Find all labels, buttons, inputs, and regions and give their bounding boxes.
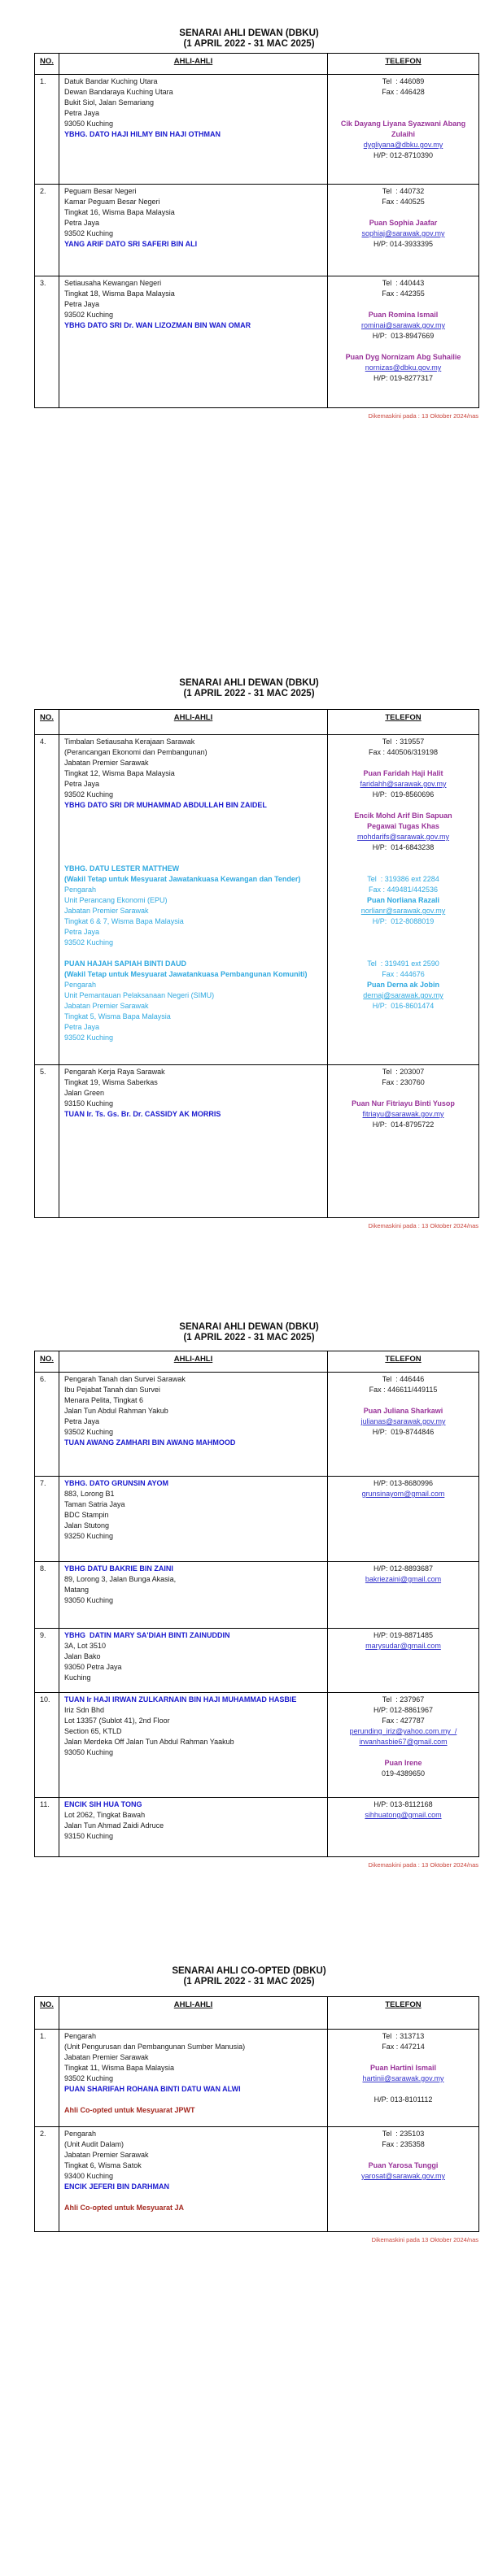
- member-line: Pengarah Kerja Raya Sarawak: [64, 1068, 165, 1076]
- spacer: [64, 853, 324, 864]
- email-address: marysudar@gmail.com: [365, 1642, 441, 1650]
- member-line: Tingkat 11, Wisma Bapa Malaysia: [64, 2064, 175, 2072]
- phone-line: Fax : 440506/319198: [368, 748, 439, 756]
- member-name: YANG ARIF DATO SRI SAFERI BIN ALI: [64, 240, 198, 248]
- member-name: YBHG DATU BAKRIE BIN ZAINI: [64, 1564, 173, 1573]
- spacer: [64, 811, 324, 821]
- member-line: Dewan Bandaraya Kuching Utara: [64, 88, 173, 96]
- members-table: [34, 1996, 479, 2232]
- row-number: 2.: [40, 187, 46, 195]
- member-line: Tingkat 19, Wisma Saberkas: [64, 1078, 158, 1086]
- page-title-line-2: (1 APRIL 2022 - 31 MAC 2025): [183, 1977, 315, 1986]
- member-name: ENCIK SIH HUA TONG: [64, 1800, 142, 1808]
- phone-cell: [328, 1562, 479, 1629]
- member-line: (Unit Audit Dalam): [64, 2140, 124, 2148]
- member-line: Jalan Merdeka Off Jalan Tun Abdul Rahman Yaakub: [64, 1738, 234, 1746]
- spacer: [64, 2095, 324, 2105]
- phone-line: H/P: 013-8680996: [373, 1479, 434, 1487]
- email-address: fitriayu@sarawak.gov.my: [362, 1110, 444, 1118]
- phone-line: H/P: 012-8893687: [373, 1564, 434, 1573]
- member-row: [35, 1798, 479, 1857]
- phone-cell: [328, 1693, 479, 1798]
- member-line: Section 65, KTLD: [64, 1727, 122, 1735]
- member-line-highlight: Petra Jaya: [64, 1023, 100, 1031]
- spacer: [330, 1747, 476, 1758]
- member-line: Lot 2062, Tingkat Bawah: [64, 1811, 146, 1819]
- member-line-highlight: Pengarah: [64, 981, 97, 989]
- contact-person-name: Puan Nur Fitriayu Binti Yusop: [352, 1099, 455, 1107]
- member-row: [35, 1373, 479, 1477]
- column-header-members: AHLI-AHLI: [59, 1351, 328, 1373]
- email-address: bakriezaini@gmail.com: [365, 1575, 442, 1583]
- phone-cell: [328, 1373, 479, 1477]
- member-cell: [59, 185, 328, 276]
- spacer: [330, 948, 476, 959]
- member-line-highlight: Tel : 319386 ext 2284: [367, 875, 439, 883]
- phone-cell: [328, 2127, 479, 2232]
- column-header-no: NO.: [35, 1351, 59, 1373]
- spacer: [64, 948, 324, 959]
- member-cell: [59, 276, 328, 408]
- row-number: 10.: [40, 1695, 50, 1704]
- spacer: [64, 842, 324, 853]
- member-line: Iriz Sdn Bhd: [64, 1706, 105, 1714]
- member-line-highlight: Petra Jaya: [64, 928, 100, 936]
- email-address-highlight: norlianr@sarawak.gov.my: [360, 907, 446, 915]
- spacer: [330, 98, 476, 108]
- member-line: Petra Jaya: [64, 1417, 100, 1425]
- contact-person-name: Puan Sophia Jaafar: [369, 219, 438, 227]
- member-line: 93502 Kuching: [64, 229, 114, 237]
- phone-line: Fax : 442355: [382, 289, 425, 298]
- member-name: YBHG. DATO HAJI HILMY BIN HAJI OTHMAN: [64, 130, 221, 138]
- phone-line: H/P: 013-8101112: [374, 2095, 433, 2104]
- page-title-line-1: SENARAI AHLI DEWAN (DBKU): [179, 1322, 319, 1332]
- column-header-no: NO.: [35, 54, 59, 75]
- member-name-highlight: Puan Derna ak Jobin: [366, 981, 440, 989]
- member-line: BDC Stampin: [64, 1511, 109, 1519]
- member-name: YBHG. DATO GRUNSIN AYOM: [64, 1479, 169, 1487]
- member-line: 93502 Kuching: [64, 1428, 114, 1436]
- member-line: Pengarah: [64, 2032, 97, 2040]
- member-line: Tingkat 16, Wisma Bapa Malaysia: [64, 208, 175, 216]
- contact-person-name: Puan Yarosa Tunggi: [368, 2161, 439, 2169]
- member-line: Matang: [64, 1586, 90, 1594]
- member-row: [35, 1477, 479, 1562]
- member-line: Tingkat 6, Wisma Satok: [64, 2161, 142, 2169]
- email-address: dygliyana@dbku.gov.my: [363, 141, 443, 149]
- member-line: (Unit Pengurusan dan Pembangunan Sumber Manusia): [64, 2043, 246, 2051]
- member-line: Datuk Bandar Kuching Utara: [64, 77, 158, 85]
- member-row: [35, 185, 479, 276]
- phone-cell: [328, 1477, 479, 1562]
- member-row: [35, 1562, 479, 1629]
- member-line: 3A, Lot 3510: [64, 1642, 107, 1650]
- phone-line: Tel : 237967: [382, 1695, 425, 1704]
- contact-person-name: Puan Faridah Haji Halit: [363, 769, 443, 777]
- member-line-highlight: Tingkat 5, Wisma Bapa Malaysia: [64, 1012, 171, 1020]
- phone-line: Fax : 235358: [382, 2140, 425, 2148]
- spacer: [64, 2192, 324, 2203]
- member-line: Bukit Siol, Jalan Semariang: [64, 98, 155, 107]
- row-number: 11.: [40, 1800, 50, 1808]
- phone-line: H/P: 014-6843238: [372, 843, 435, 851]
- member-cell: [59, 1798, 328, 1857]
- member-line: 93502 Kuching: [64, 790, 114, 798]
- member-cell: [59, 1562, 328, 1629]
- member-line: Tingkat 12, Wisma Bapa Malaysia: [64, 769, 175, 777]
- spacer: [330, 758, 476, 768]
- phone-line: Tel : 203007: [382, 1068, 425, 1076]
- phone-line: Fax : 447214: [382, 2043, 425, 2051]
- phone-line: Tel : 319557: [382, 738, 425, 746]
- spacer: [330, 2084, 476, 2095]
- spacer: [330, 927, 476, 938]
- coopted-note: Ahli Co-opted untuk Mesyuarat JA: [64, 2204, 185, 2212]
- phone-line: Fax : 440525: [382, 198, 425, 206]
- member-line: Timbalan Setiausaha Kerajaan Sarawak: [64, 738, 195, 746]
- row-number: 6.: [40, 1375, 46, 1383]
- phone-line: 019-4389650: [381, 1769, 426, 1778]
- member-line: Peguam Besar Negeri: [64, 187, 137, 195]
- member-name: YBHG DATO SRI DR MUHAMMAD ABDULLAH BIN ZAIDEL: [64, 801, 267, 809]
- contact-person-name: Puan Romina Ismail: [368, 311, 439, 319]
- phone-cell: [328, 276, 479, 408]
- updated-note: Dikemaskini pada : 13 Oktober 2024/nas: [368, 412, 478, 420]
- member-line-highlight: Jabatan Premier Sarawak: [64, 907, 149, 915]
- member-cell: [59, 1477, 328, 1562]
- phone-line: H/P: 019-8871485: [373, 1631, 434, 1639]
- email-address: hartinii@sarawak.gov.my: [362, 2074, 444, 2082]
- spacer: [330, 864, 476, 874]
- spacer: [330, 800, 476, 811]
- members-table: [34, 53, 479, 408]
- page-title-line-1: SENARAI AHLI CO-OPTED (DBKU): [172, 1966, 326, 1976]
- member-line-highlight: Fax : 444676: [382, 970, 425, 978]
- member-name: TUAN AWANG ZAMHARI BIN AWANG MAHMOOD: [64, 1438, 236, 1447]
- member-line: 93400 Kuching: [64, 2172, 114, 2180]
- member-line: 883, Lorong B1: [64, 1490, 115, 1498]
- phone-line: H/P: 013-8947669: [372, 332, 435, 340]
- email-address: sophiaj@sarawak.gov.my: [361, 229, 445, 237]
- member-name: ENCIK JEFERI BIN DARHMAN: [64, 2182, 170, 2191]
- contact-person-name: Puan Irene: [384, 1759, 422, 1767]
- member-line: Jalan Tun Ahmad Zaidi Adruce: [64, 1821, 164, 1830]
- member-row: [35, 1693, 479, 1798]
- dewan-page-1: [0, 0, 498, 644]
- contact-person-name: Puan Hartini Ismail: [369, 2064, 437, 2072]
- member-row: [35, 735, 479, 1065]
- contact-person-name: Puan Dyg Nornizam Abg Suhailie: [345, 353, 461, 361]
- email-address: sihhuatong@gmail.com: [365, 1811, 442, 1819]
- row-number: 1.: [40, 2032, 46, 2040]
- email-address: grunsinayom@gmail.com: [361, 1490, 445, 1498]
- email-address: perunding_iriz@yahoo.com.my /: [349, 1727, 457, 1735]
- member-line: Petra Jaya: [64, 780, 100, 788]
- spacer: [64, 832, 324, 842]
- contact-person-name: Encik Mohd Arif Bin Sapuan: [354, 812, 452, 820]
- member-line-highlight: 93502 Kuching: [64, 938, 114, 946]
- member-line: Jabatan Premier Sarawak: [64, 759, 149, 767]
- member-name: PUAN SHARIFAH ROHANA BINTI DATU WAN ALWI: [64, 2085, 241, 2093]
- row-number: 4.: [40, 738, 46, 746]
- email-address: rominai@sarawak.gov.my: [361, 321, 445, 329]
- member-name-highlight: (Wakil Tetap untuk Mesyuarat Jawatankuasa Kewangan dan Tender): [64, 875, 301, 883]
- spacer: [330, 108, 476, 119]
- contact-person-name: Puan Juliana Sharkawi: [363, 1407, 443, 1415]
- member-line: 93050 Kuching: [64, 120, 114, 128]
- member-name: TUAN Ir HAJI IRWAN ZULKARNAIN BIN HAJI MUHAMMAD HASBIE: [64, 1695, 297, 1704]
- phone-cell: [328, 185, 479, 276]
- page-title-line-2: (1 APRIL 2022 - 31 MAC 2025): [183, 689, 315, 698]
- member-line: Lot 13357 (Sublot 41), 2nd Floor: [64, 1717, 170, 1725]
- email-address: yarosat@sarawak.gov.my: [360, 2172, 445, 2180]
- email-address: julianas@sarawak.gov.my: [360, 1417, 446, 1425]
- member-line: Ibu Pejabat Tanah dan Survei: [64, 1386, 160, 1394]
- phone-cell: [328, 75, 479, 185]
- phone-line: H/P: 019-8744846: [372, 1428, 435, 1436]
- column-header-no: NO.: [35, 710, 59, 735]
- member-name-highlight: YBHG. DATU LESTER MATTHEW: [64, 864, 180, 872]
- row-number: 5.: [40, 1068, 46, 1076]
- member-line: Jalan Green: [64, 1089, 105, 1097]
- phone-line: Tel : 440732: [382, 187, 425, 195]
- row-number: 7.: [40, 1479, 46, 1487]
- member-cell: [59, 75, 328, 185]
- member-cell: [59, 2030, 328, 2127]
- spacer: [330, 1088, 476, 1099]
- updated-note: Dikemaskini pada : 13 Oktober 2024/nas: [368, 1861, 478, 1869]
- page-title: [0, 0, 498, 50]
- member-line: Petra Jaya: [64, 109, 100, 117]
- member-cell: [59, 1065, 328, 1218]
- member-line: 89, Lorong 3, Jalan Bunga Akasia,: [64, 1575, 177, 1583]
- member-line: Jalan Stutong: [64, 1521, 110, 1530]
- member-line-highlight: Pengarah: [64, 886, 97, 894]
- column-header-phone: TELEFON: [328, 54, 479, 75]
- spacer: [330, 853, 476, 864]
- member-line: 93050 Kuching: [64, 1596, 114, 1604]
- member-line: Kamar Peguam Besar Negeri: [64, 198, 160, 206]
- phone-line: H/P: 012-8710390: [373, 151, 434, 159]
- member-line: 93250 Kuching: [64, 1532, 114, 1540]
- row-number: 2.: [40, 2130, 46, 2138]
- email-address: nornizas@dbku.gov.my: [365, 363, 442, 372]
- row-number: 8.: [40, 1564, 46, 1573]
- member-line: 93050 Kuching: [64, 1748, 114, 1756]
- member-line: Kuching: [64, 1673, 91, 1682]
- column-header-phone: TELEFON: [328, 1351, 479, 1373]
- member-name: TUAN Ir. Ts. Gs. Br. Dr. CASSIDY AK MORRIS: [64, 1110, 221, 1118]
- member-line: Tingkat 18, Wisma Bapa Malaysia: [64, 289, 175, 298]
- column-header-members: AHLI-AHLI: [59, 710, 328, 735]
- member-row: [35, 2127, 479, 2232]
- member-line-highlight: Tel : 319491 ext 2590: [367, 959, 439, 968]
- member-line: Taman Satria Jaya: [64, 1500, 125, 1508]
- phone-line: Fax : 446611/449115: [369, 1386, 438, 1394]
- phone-line: Fax : 427787: [382, 1717, 425, 1725]
- page-title-line-2: (1 APRIL 2022 - 31 MAC 2025): [183, 39, 315, 49]
- member-line: 93150 Kuching: [64, 1099, 114, 1107]
- member-line: Pengarah: [64, 2130, 97, 2138]
- email-address: irwanhasbie67@gmail.com: [359, 1738, 448, 1746]
- member-row: [35, 2030, 479, 2127]
- member-line-highlight: Unit Pemantauan Pelaksanaan Negeri (SIMU): [64, 991, 215, 999]
- page-title-line-1: SENARAI AHLI DEWAN (DBKU): [179, 28, 319, 38]
- member-line-highlight: Unit Perancang Ekonomi (EPU): [64, 896, 168, 904]
- phone-line: H/P: 014-8795722: [372, 1120, 435, 1129]
- member-line-highlight: H/P: 016-8601474: [372, 1002, 435, 1010]
- column-header-members: AHLI-AHLI: [59, 54, 328, 75]
- spacer: [330, 299, 476, 310]
- updated-note: Dikemaskini pada : 13 Oktober 2024/nas: [368, 1222, 478, 1229]
- member-row: [35, 75, 479, 185]
- member-line-highlight: Fax : 449481/442536: [368, 886, 439, 894]
- member-name: YBHG DATIN MARY SA'DIAH BINTI ZAINUDDIN: [64, 1631, 230, 1639]
- member-line: (Perancangan Ekonomi dan Pembangunan): [64, 748, 208, 756]
- spacer: [330, 207, 476, 218]
- column-header-members: AHLI-AHLI: [59, 1997, 328, 2030]
- member-name-highlight: PUAN HAJAH SAPIAH BINTI DAUD: [64, 959, 187, 968]
- member-row: [35, 1629, 479, 1693]
- spacer: [330, 2150, 476, 2160]
- spacer: [64, 821, 324, 832]
- phone-line: Tel : 446446: [382, 1375, 425, 1383]
- member-line-highlight: Tingkat 6 & 7, Wisma Bapa Malaysia: [64, 917, 184, 925]
- row-number: 3.: [40, 279, 46, 287]
- dewan-page-2: [0, 644, 498, 1288]
- phone-line: Tel : 313713: [382, 2032, 425, 2040]
- member-line-highlight: 93502 Kuching: [64, 1033, 114, 1042]
- phone-cell: [328, 2030, 479, 2127]
- phone-line: H/P: 012-8861967: [373, 1706, 434, 1714]
- phone-line: H/P: 019-8277317: [373, 374, 434, 382]
- column-header-no: NO.: [35, 1997, 59, 2030]
- phone-cell: [328, 1629, 479, 1693]
- members-table: [34, 1351, 479, 1857]
- phone-line: H/P: 014-3933395: [373, 240, 434, 248]
- email-address: mohdarifs@sarawak.gov.my: [356, 833, 449, 841]
- member-line: Petra Jaya: [64, 300, 100, 308]
- member-line: 93502 Kuching: [64, 2074, 114, 2082]
- member-line: Jalan Tun Abdul Rahman Yakub: [64, 1407, 168, 1415]
- row-number: 9.: [40, 1631, 46, 1639]
- member-line-highlight: Jabatan Premier Sarawak: [64, 1002, 149, 1010]
- phone-line: Tel : 440443: [382, 279, 425, 287]
- member-cell: [59, 1629, 328, 1693]
- co-opted-page-4: [0, 1932, 498, 2576]
- email-address-highlight: dernaj@sarawak.gov.my: [363, 991, 443, 999]
- phone-line: Tel : 446089: [382, 77, 425, 85]
- spacer: [330, 2052, 476, 2063]
- member-cell: [59, 1373, 328, 1477]
- phone-cell: [328, 735, 479, 1065]
- phone-line: Fax : 446428: [382, 88, 425, 96]
- email-address: faridahh@sarawak.gov.my: [360, 780, 447, 788]
- spacer: [330, 342, 476, 352]
- member-line: Jalan Bako: [64, 1652, 101, 1660]
- member-cell: [59, 2127, 328, 2232]
- phone-cell: [328, 1065, 479, 1218]
- member-line: Pengarah Tanah dan Survei Sarawak: [64, 1375, 186, 1383]
- contact-person-name: Cik Dayang Liyana Syazwani Abang Zulaihi: [340, 120, 468, 138]
- page-title-line-2: (1 APRIL 2022 - 31 MAC 2025): [183, 1333, 315, 1342]
- spacer: [330, 1395, 476, 1406]
- phone-line: Fax : 230760: [382, 1078, 425, 1086]
- column-header-phone: TELEFON: [328, 1997, 479, 2030]
- page-title-line-1: SENARAI AHLI DEWAN (DBKU): [179, 678, 319, 688]
- member-name-highlight: Puan Norliana Razali: [366, 896, 440, 904]
- row-number: 1.: [40, 77, 46, 85]
- phone-line: H/P: 019-8560696: [372, 790, 435, 798]
- phone-line: H/P: 013-8112168: [374, 1800, 433, 1808]
- member-row: [35, 276, 479, 408]
- member-line: Setiausaha Kewangan Negeri: [64, 279, 162, 287]
- spacer: [330, 938, 476, 948]
- coopted-note: Ahli Co-opted untuk Mesyuarat JPWT: [64, 2106, 195, 2114]
- member-line: 93150 Kuching: [64, 1832, 114, 1840]
- member-cell: [59, 1693, 328, 1798]
- member-line: Jabatan Premier Sarawak: [64, 2151, 149, 2159]
- member-cell: [59, 735, 328, 1065]
- member-line: Petra Jaya: [64, 219, 100, 227]
- phone-cell: [328, 1798, 479, 1857]
- member-line-highlight: H/P: 012-8088019: [372, 917, 435, 925]
- member-name-highlight: (Wakil Tetap untuk Mesyuarat Jawatankuasa Pembangunan Komuniti): [64, 970, 308, 978]
- member-name: YBHG DATO SRI Dr. WAN LIZOZMAN BIN WAN OMAR: [64, 321, 251, 329]
- members-table: [34, 709, 479, 1218]
- contact-person-name: Pegawai Tugas Khas: [367, 822, 439, 830]
- page-title: [0, 1932, 498, 1987]
- column-header-phone: TELEFON: [328, 710, 479, 735]
- member-line: Jabatan Premier Sarawak: [64, 2053, 149, 2061]
- dewan-page-3: [0, 1288, 498, 1932]
- member-row: [35, 1065, 479, 1218]
- updated-note: Dikemaskini pada 13 Oktober 2024/nas: [371, 2236, 478, 2243]
- page-title: [0, 1288, 498, 1343]
- phone-line: Tel : 235103: [382, 2130, 425, 2138]
- member-line: 93502 Kuching: [64, 311, 114, 319]
- member-line: 93050 Petra Jaya: [64, 1663, 122, 1671]
- page-title: [0, 644, 498, 699]
- member-line: Menara Pelita, Tingkat 6: [64, 1396, 144, 1404]
